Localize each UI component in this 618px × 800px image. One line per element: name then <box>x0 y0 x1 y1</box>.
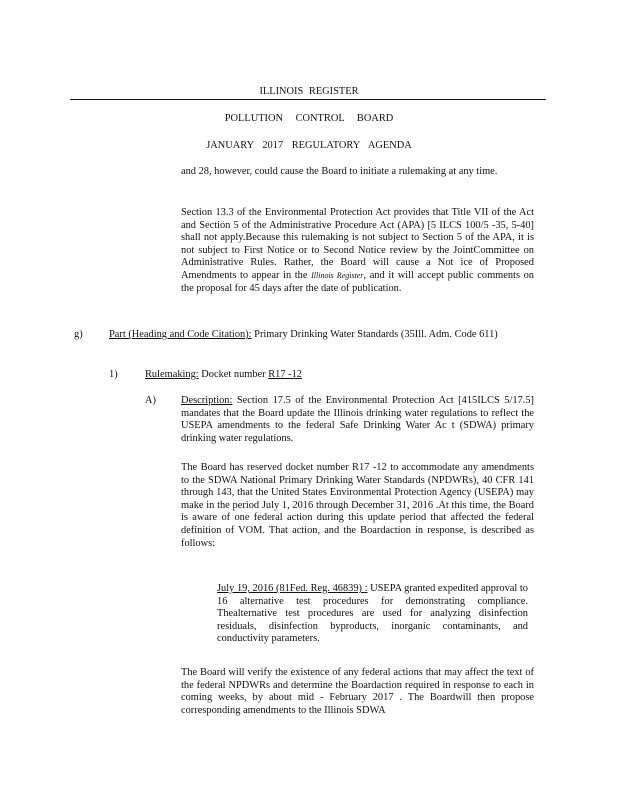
docket-reservation-paragraph: The Board has reserved docket number R17 -12 to accommodate any amendments to the SDWA National Primary Drinking Water Standards (NPDWRs), 40 CFR 141 through 143, that the United States Environmental Protection Agency (USEPA) may make in the period July 1, 2016 through December 31, 2016 .At this time, the Board is aware of one federal action during this update period that affected the federal definition of VOM. That action, and the Boardaction in response, is described as follows: <box>181 462 534 549</box>
board-title: POLLUTION CONTROL BOARD <box>224 113 394 124</box>
section-text-a: Section 13.3 of the Environmental Protection Act provides that Title VII of the Act and Section 5 of the Administrative Procedure Act (APA) [5 ILCS 100/5 -35, 5-40] shall not apply.Because this rulemaking is not subject to Section 5 of the APA, it is not subject to First Notice or to Second Notice review by the JointCommittee on Administrative Rules. Rather, the Board will cause a Not ice of Proposed Amendments to appear in the <box>181 207 534 281</box>
federal-action-paragraph <box>217 583 528 646</box>
federal-action-date: July 19, 2016 (81Fed. Reg. 46839) : <box>217 583 368 594</box>
illinois-register-italic: Illinois Register <box>311 270 364 280</box>
part-heading-text: Primary Drinking Water Standards (35Ill. Adm. Code 611) <box>251 329 498 340</box>
description-paragraph <box>181 395 534 445</box>
rulemaking-line <box>145 369 302 382</box>
part-heading-label: Part (Heading and Code Citation): <box>109 329 252 340</box>
header-rule <box>70 99 546 100</box>
description-text: Section 17.5 of the Environmental Protection Act [415ILCS 5/17.5] mandates that the Board update the Illinois drinking water regulations to reflect the USEPA amendments to the federal Safe Drinking Water Ac t (SDWA) primary drinking water regulations. <box>181 395 534 444</box>
item-g-label: g) <box>74 329 83 340</box>
section-13-3-paragraph <box>181 207 534 295</box>
docket-text: Docket number <box>198 369 269 380</box>
federal-action-text: USEPA granted expedited approval to 16 alternative test procedures for demonstrating compliance. Thealternative test procedures are used for analyzing disinfection residuals, disinfection byproducts, inorganic contaminants, and conductivity parameters. <box>217 583 528 645</box>
docket-number: R17 -12 <box>268 369 303 380</box>
item-g-heading <box>109 329 504 342</box>
item-1-label: 1) <box>109 369 118 380</box>
rulemaking-label: Rulemaking: <box>145 369 199 380</box>
description-label: Description: <box>181 395 233 406</box>
section-text-b: , and it will accept public comments on the proposal for 45 days after the date of publication. <box>181 269 535 294</box>
agenda-title: JANUARY 2017 REGULATORY AGENDA <box>206 140 412 151</box>
intro-paragraph: and 28, however, could cause the Board to initiate a rulemaking at any time. <box>181 166 498 177</box>
register-title: ILLINOIS REGISTER <box>259 86 359 97</box>
item-a-label: A) <box>145 395 156 406</box>
verification-paragraph: The Board will verify the existence of any federal actions that may affect the text of the federal NPDWRs and determine the Boardaction required in response to each in coming weeks, by about mid - February 2017 . The Boardwill then propose corresponding amendments to the Illinois SDWA <box>181 667 534 716</box>
